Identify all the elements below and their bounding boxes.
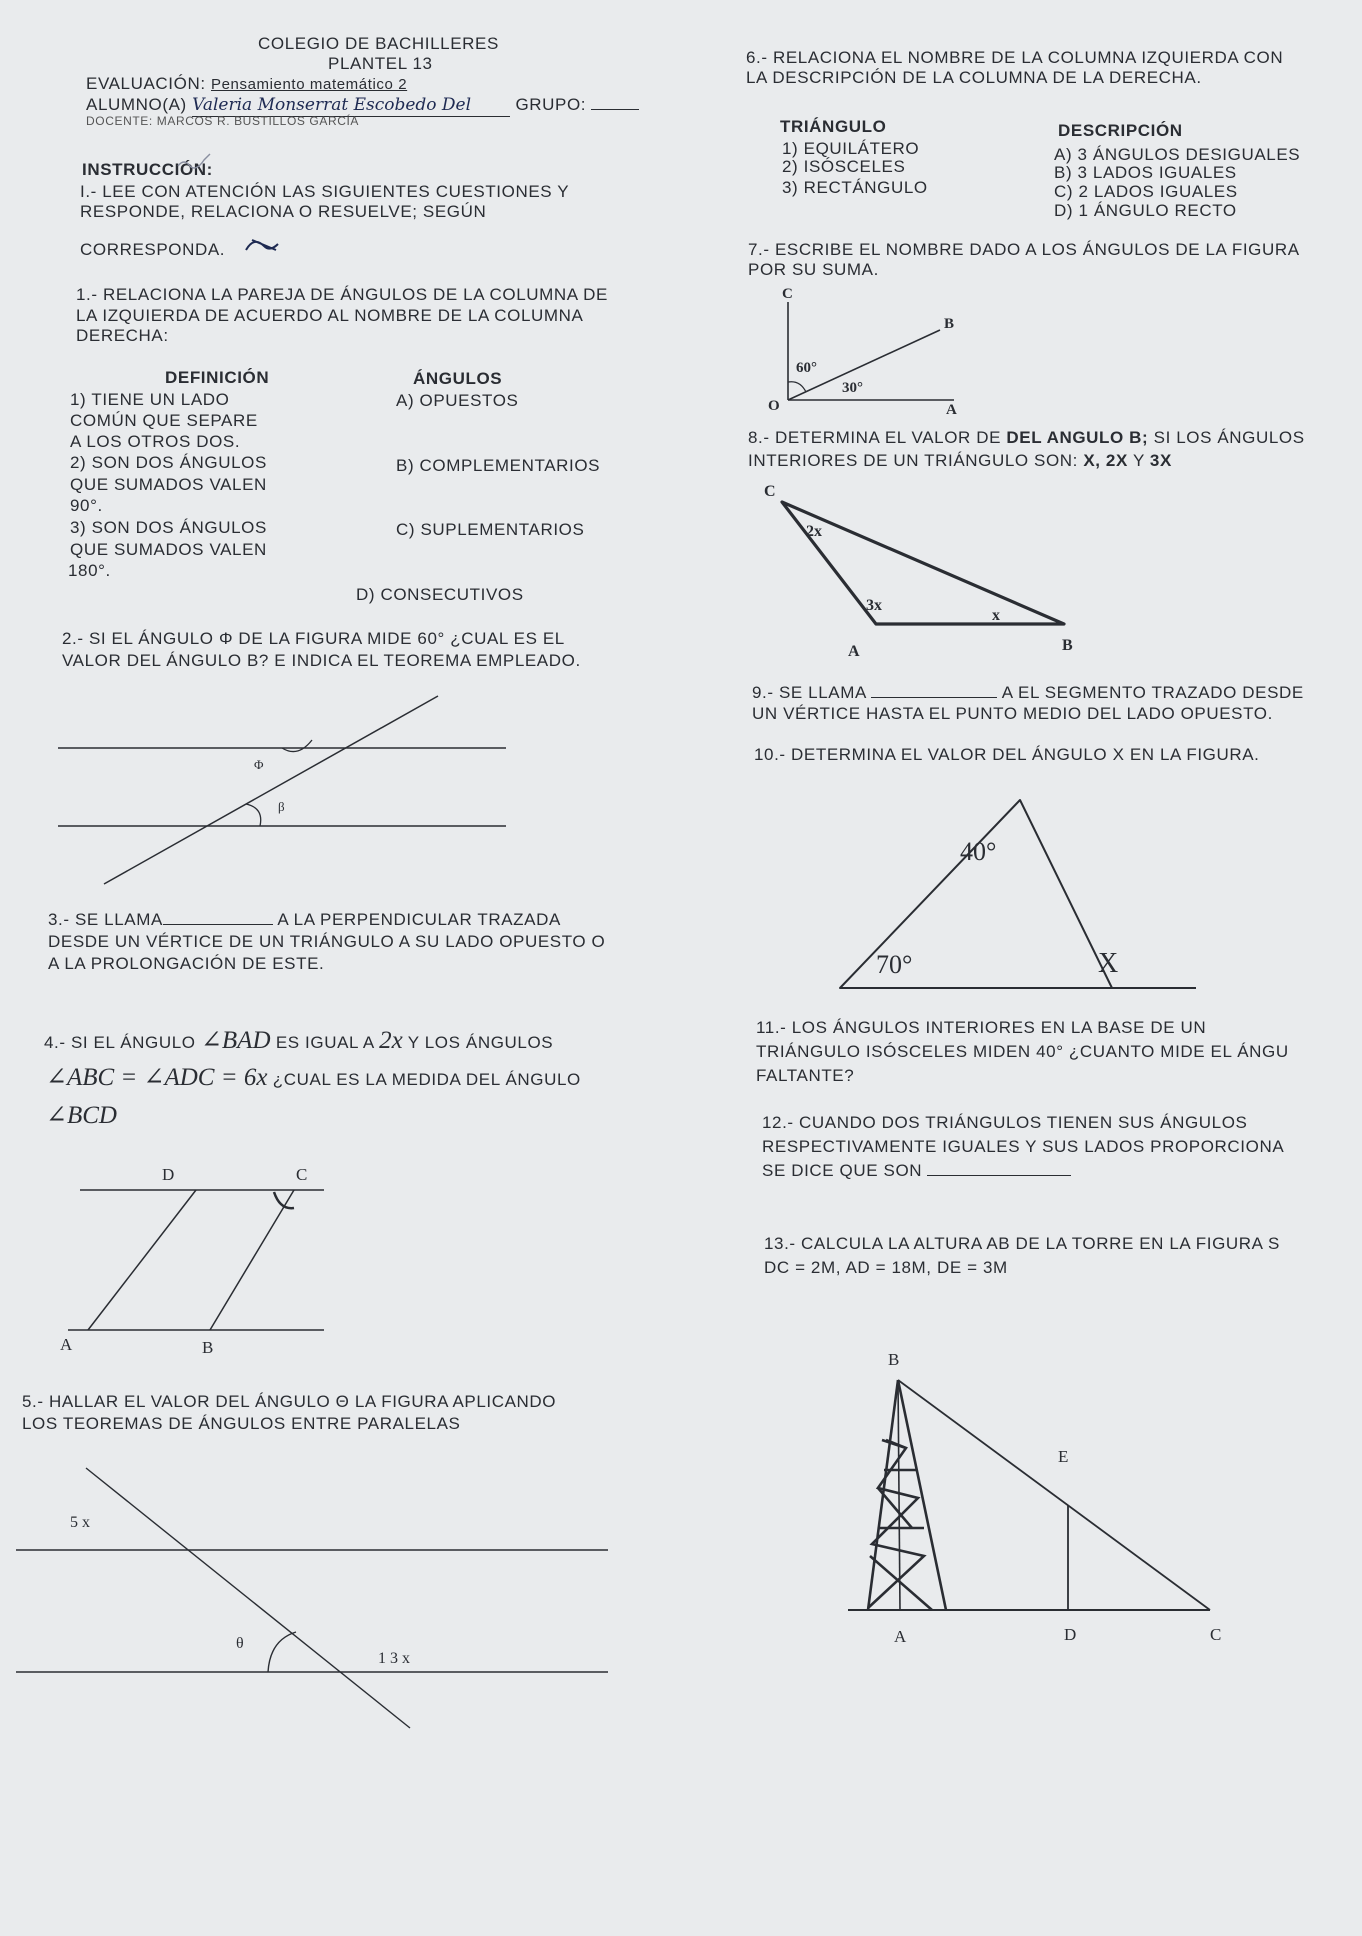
- q1-def-3c: 180°.: [68, 561, 111, 580]
- q4-label-b: B: [202, 1338, 214, 1357]
- q2-line-2: VALOR DEL ÁNGULO B? E INDICA EL TEOREMA EMPLEADO.: [62, 651, 581, 670]
- q1-def-3a: 3) SON DOS ÁNGULOS: [70, 518, 267, 537]
- q1-def-2a: 2) SON DOS ÁNGULOS: [70, 453, 267, 472]
- q8-label-b: B: [1062, 637, 1073, 654]
- q4-text-2: ES IGUAL A: [275, 1033, 374, 1052]
- instruction-line-3: CORRESPONDA.: [80, 240, 226, 259]
- q4-math-abc-adc: ∠ABC = ∠ADC = 6x: [46, 1064, 268, 1091]
- q4-text-4: ¿CUAL ES LA MEDIDA DEL ÁNGULO: [272, 1070, 581, 1089]
- instruction-line-1: I.- LEE CON ATENCIÓN LAS SIGUIENTES CUESTIONES Y: [80, 182, 570, 201]
- q9-pre: 9.- SE LLAMA: [752, 683, 866, 702]
- instruction-label: INSTRUCCIÓN:: [82, 160, 213, 179]
- q13-line-2: DC = 2M, AD = 18M, DE = 3M: [764, 1258, 1008, 1277]
- q5-label-theta: θ: [236, 1635, 244, 1652]
- q11-line-3: FALTANTE?: [756, 1066, 855, 1085]
- q4-text-1: 4.- SI EL ÁNGULO: [44, 1033, 196, 1052]
- q2-line-1: 2.- SI EL ÁNGULO Φ DE LA FIGURA MIDE 60° ¿CUAL ES EL: [62, 629, 565, 648]
- q7-label-c: C: [782, 286, 793, 302]
- q13-line-1: 13.- CALCULA LA ALTURA AB DE LA TORRE EN LA FIGURA S: [764, 1234, 1280, 1253]
- q8-text-1a: 8.- DETERMINA EL VALOR DE: [748, 428, 1007, 447]
- instruction-line-2: RESPONDE, RELACIONA O RESUELVE; SEGÚN: [80, 202, 487, 221]
- q1-def-1b: COMÚN QUE SEPARE: [70, 411, 258, 430]
- q3-pre: 3.- SE LLAMA: [48, 910, 163, 929]
- q5-label-13x: 1 3 x: [378, 1650, 410, 1667]
- q13-hypotenuse: [898, 1380, 1210, 1610]
- student-name-field[interactable]: Valeria Monserrat Escobedo Del: [192, 96, 510, 117]
- q7-line-2: POR SU SUMA.: [748, 260, 879, 279]
- q7-label-o: O: [768, 398, 780, 414]
- q4-label-a: A: [60, 1335, 73, 1354]
- q4-text-3: Y LOS ÁNGULOS: [407, 1033, 554, 1052]
- q1-opt-d: D) CONSECUTIVOS: [356, 585, 524, 604]
- q8-text-2c: Y: [1127, 451, 1150, 470]
- q3-line-2: DESDE UN VÉRTICE DE UN TRIÁNGULO A SU LADO OPUESTO O: [48, 932, 606, 951]
- q8-text-1c: SI LOS ÁNGULOS: [1148, 428, 1305, 447]
- q12-line-2: RESPECTIVAMENTE IGUALES Y SUS LADOS PROPORCIONA: [762, 1137, 1285, 1156]
- q12-pre: SE DICE QUE SON: [762, 1161, 923, 1180]
- q8-label-c: C: [764, 483, 776, 500]
- q11-line-1: 11.- LOS ÁNGULOS INTERIORES EN LA BASE DE UN: [756, 1018, 1207, 1037]
- q1-def-2b: QUE SUMADOS VALEN: [70, 475, 267, 494]
- q6-right-c: C) 2 LADOS IGUALES: [1054, 182, 1238, 201]
- q1-def-3b: QUE SUMADOS VALEN: [70, 540, 267, 559]
- q8-text-1b: DEL ANGULO B;: [1006, 428, 1149, 447]
- q1-col-angles: ÁNGULOS: [413, 369, 503, 388]
- q13-label-c: C: [1210, 1625, 1222, 1644]
- q13-label-e: E: [1058, 1447, 1069, 1466]
- q1-opt-a: A) OPUESTOS: [396, 391, 519, 410]
- q6-right-a: A) 3 ÁNGULOS DESIGUALES: [1054, 145, 1301, 164]
- q6-right-b: B) 3 LADOS IGUALES: [1054, 163, 1237, 182]
- q1-line-2: LA IZQUIERDA DE ACUERDO AL NOMBRE DE LA COLUMNA: [76, 306, 584, 325]
- school-name: COLEGIO DE BACHILLERES: [258, 34, 499, 53]
- q1-col-definition: DEFINICIÓN: [165, 368, 270, 387]
- campus-name: PLANTEL 13: [328, 54, 433, 73]
- q7-line-1: 7.- ESCRIBE EL NOMBRE DADO A LOS ÁNGULOS DE LA FIGURA: [748, 240, 1300, 259]
- q7-angle-30: 30°: [842, 380, 863, 396]
- q1-def-2c: 90°.: [70, 496, 103, 515]
- tower-icon: [868, 1380, 946, 1610]
- q13-label-a: A: [894, 1627, 907, 1646]
- q9-post: A EL SEGMENTO TRAZADO DESDE: [1001, 683, 1304, 702]
- q1-def-1a: 1) TIENE UN LADO: [70, 390, 230, 409]
- q1-def-1c: A LOS OTROS DOS.: [70, 432, 241, 451]
- q6-left-1: 1) EQUILÁTERO: [782, 139, 920, 158]
- q6-left-2: 2) ISÓSCELES: [782, 157, 906, 176]
- q7-label-a: A: [946, 402, 957, 418]
- q8-angle-c: 2x: [806, 523, 822, 540]
- q4-label-c: C: [296, 1165, 308, 1184]
- q5-label-5x: 5 x: [70, 1514, 90, 1531]
- q3-line-3: A LA PROLONGACIÓN DE ESTE.: [48, 954, 325, 973]
- teacher-name: DOCENTE: MARCOS R. BUSTILLOS GARCÍA: [86, 114, 360, 128]
- q7-label-b: B: [944, 316, 955, 332]
- q6-right-d: D) 1 ÁNGULO RECTO: [1054, 201, 1237, 220]
- q2-beta-label: β: [278, 799, 285, 814]
- q4-label-d: D: [162, 1165, 175, 1184]
- q5-line-1: 5.- HALLAR EL VALOR DEL ÁNGULO Θ LA FIGURA APLICANDO: [22, 1392, 557, 1411]
- q11-line-2: TRIÁNGULO ISÓSCELES MIDEN 40° ¿CUANTO MIDE EL ÁNGU: [756, 1042, 1289, 1061]
- q6-line-2: LA DESCRIPCIÓN DE LA COLUMNA DE LA DERECHA.: [746, 68, 1202, 87]
- q2-phi-label: Φ: [254, 757, 264, 772]
- q4-math-2x: 2x: [379, 1027, 403, 1054]
- q8-text-2a: INTERIORES DE UN TRIÁNGULO SON:: [748, 451, 1084, 470]
- q1-line-1: 1.- RELACIONA LA PAREJA DE ÁNGULOS DE LA COLUMNA DE: [76, 285, 608, 304]
- q6-col-left: TRIÁNGULO: [780, 117, 887, 136]
- q10-angle-x: X: [1098, 948, 1119, 979]
- q7-angle-60: 60°: [796, 360, 817, 376]
- q8-angle-b: x: [992, 607, 1000, 624]
- q13-label-d: D: [1064, 1625, 1077, 1644]
- q6-line-1: 6.- RELACIONA EL NOMBRE DE LA COLUMNA IZQUIERDA CON: [746, 48, 1284, 67]
- q3-post: A LA PERPENDICULAR TRAZADA: [277, 910, 561, 929]
- q8-text-2d: 3X: [1149, 451, 1172, 470]
- q10-angle-70: 70°: [876, 950, 913, 979]
- q10-angle-40: 40°: [960, 837, 997, 866]
- q1-opt-b: B) COMPLEMENTARIOS: [396, 456, 601, 475]
- q9-line-2: UN VÉRTICE HASTA EL PUNTO MEDIO DEL LADO OPUESTO.: [752, 704, 1273, 723]
- q12-line-1: 12.- CUANDO DOS TRIÁNGULOS TIENEN SUS ÁNGULOS: [762, 1113, 1248, 1132]
- group-label: GRUPO:: [515, 95, 587, 114]
- q8-angle-a: 3x: [866, 597, 882, 614]
- q8-text-2b: X, 2X: [1083, 451, 1128, 470]
- q4-math-bad: ∠BAD: [200, 1027, 271, 1054]
- q6-col-right: DESCRIPCIÓN: [1058, 121, 1183, 140]
- q1-line-3: DERECHA:: [76, 326, 169, 345]
- q5-line-2: LOS TEOREMAS DE ÁNGULOS ENTRE PARALELAS: [22, 1414, 461, 1433]
- evaluation-value: Pensamiento matemático 2: [210, 76, 408, 93]
- q10-line-1: 10.- DETERMINA EL VALOR DEL ÁNGULO X EN LA FIGURA.: [754, 745, 1260, 764]
- q13-label-b: B: [888, 1350, 900, 1369]
- q4-math-bcd: ∠BCD: [46, 1102, 117, 1129]
- q6-left-3: 3) RECTÁNGULO: [782, 178, 928, 197]
- q1-opt-c: C) SUPLEMENTARIOS: [396, 520, 585, 539]
- evaluation-label: EVALUACIÓN:: [86, 74, 206, 93]
- q8-label-a: A: [848, 643, 860, 660]
- student-label: ALUMNO(A): [86, 95, 187, 114]
